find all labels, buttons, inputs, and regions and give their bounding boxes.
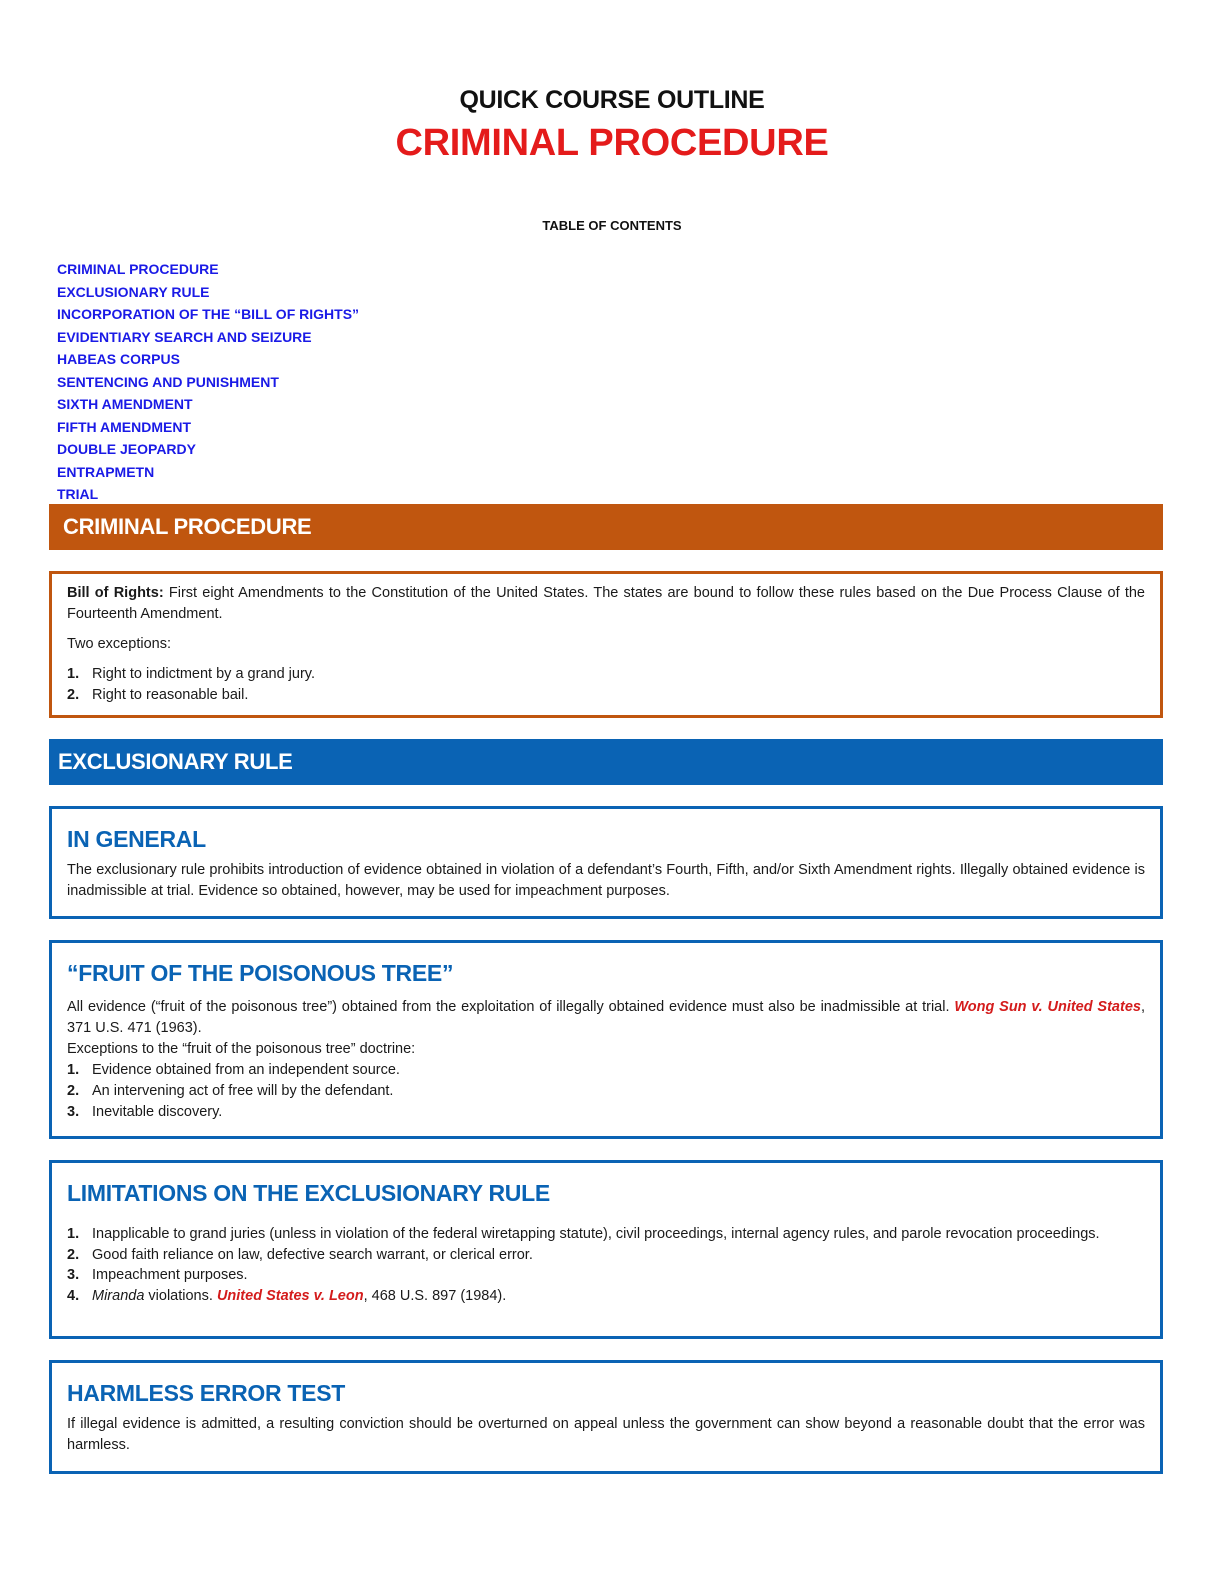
harmless-error-box bbox=[49, 1360, 1163, 1474]
list-number: 2. bbox=[67, 1083, 80, 1099]
bill-of-rights-definition bbox=[67, 583, 1145, 625]
list-number: 3. bbox=[67, 1104, 80, 1120]
list-number: 2. bbox=[67, 687, 80, 703]
toc-link-exclusionary-rule[interactable]: EXCLUSIONARY RULE bbox=[57, 283, 210, 300]
list-number: 4. bbox=[67, 1287, 80, 1304]
list-number: 1. bbox=[67, 1226, 80, 1242]
toc-link-double-jeopardy[interactable]: DOUBLE JEOPARDY bbox=[57, 441, 196, 457]
list-item bbox=[67, 1245, 1145, 1266]
list-text: Evidence obtained from an independent source. bbox=[92, 1062, 400, 1078]
list-item bbox=[67, 664, 1145, 685]
document-title: CRIMINAL PROCEDURE bbox=[395, 122, 829, 164]
toc-link-habeas-corpus[interactable]: HABEAS CORPUS bbox=[57, 351, 180, 367]
list-text: An intervening act of free will by the defendant. bbox=[92, 1083, 394, 1099]
list-item bbox=[67, 1286, 1145, 1307]
fruit-exceptions-list bbox=[67, 1060, 1145, 1123]
table-of-contents bbox=[57, 258, 359, 506]
list-number: 1. bbox=[67, 666, 80, 682]
toc-link-search-seizure[interactable]: EVIDENTIARY SEARCH AND SEIZURE bbox=[57, 328, 312, 345]
fruit-text bbox=[67, 997, 1145, 1039]
case-citation-leon: United States v. Leon bbox=[216, 1287, 364, 1304]
subsection-title-fruit: “FRUIT OF THE POISONOUS TREE” bbox=[67, 960, 454, 986]
citation-reporter: , 371 U.S. 471 (1963). bbox=[67, 999, 1145, 1036]
exceptions-intro: Two exceptions: bbox=[67, 636, 171, 652]
definition-text: First eight Amendments to the Constitution of the United States. The states are bound to follow these rules based on the Due Process Clause of the Fourteenth Amendment. bbox=[67, 585, 1145, 622]
toc-link-trial[interactable]: TRIAL bbox=[57, 486, 99, 502]
bill-of-rights-box bbox=[49, 571, 1163, 718]
list-text: Right to indictment by a grand jury. bbox=[92, 666, 315, 682]
subsection-title-in-general: IN GENERAL bbox=[67, 826, 206, 852]
toc-title: TABLE OF CONTENTS bbox=[542, 218, 682, 233]
list-text: Impeachment purposes. bbox=[92, 1267, 248, 1283]
fruit-poisonous-tree-box bbox=[49, 940, 1163, 1139]
list-item bbox=[67, 1102, 1145, 1123]
term-label: Bill of Rights: bbox=[67, 585, 164, 601]
list-text: Inevitable discovery. bbox=[92, 1104, 223, 1120]
case-citation-wong-sun: Wong Sun v. United States bbox=[954, 999, 1141, 1015]
toc-link-incorporation[interactable]: INCORPORATION OF THE “BILL OF RIGHTS” bbox=[57, 306, 360, 322]
fruit-exceptions-intro: Exceptions to the “fruit of the poisonous tree” doctrine: bbox=[67, 1041, 416, 1057]
subsection-title-limitations: LIMITATIONS ON THE EXCLUSIONARY RULE bbox=[67, 1180, 550, 1206]
section-heading-criminal-procedure: CRIMINAL PROCEDURE bbox=[49, 504, 1163, 550]
list-number: 2. bbox=[67, 1246, 80, 1263]
toc-link-entrapment[interactable]: ENTRAPMETN bbox=[57, 463, 155, 480]
list-item bbox=[67, 1224, 1145, 1245]
toc-link-criminal-procedure[interactable]: CRIMINAL PROCEDURE bbox=[57, 261, 219, 277]
list-item bbox=[67, 1081, 1145, 1102]
harmless-error-text: If illegal evidence is admitted, a resulting conviction should be overturned on appeal unless the government can show beyond a reasonable doubt that the error was harmless. bbox=[67, 1416, 1145, 1453]
list-text: Good faith reliance on law, defective search warrant, or clerical error. bbox=[92, 1246, 533, 1263]
list-item bbox=[67, 685, 1145, 706]
section-heading-exclusionary-rule: EXCLUSIONARY RULE bbox=[49, 739, 1163, 785]
toc-link-sixth-amendment[interactable]: SIXTH AMENDMENT bbox=[57, 396, 193, 412]
fruit-body: All evidence (“fruit of the poisonous tree”) obtained from the exploitation of illegally obtained evidence must also be inadmissible at trial. bbox=[67, 999, 955, 1015]
toc-link-sentencing[interactable]: SENTENCING AND PUNISHMENT bbox=[57, 373, 279, 390]
in-general-text: The exclusionary rule prohibits introduction of evidence obtained in violation of a defendant’s Fourth, Fifth, and/or Sixth Amendment rights. Illegally obtained evidence is inadmissible at trial. Evidence so obtained, however, may be used for impeachment purposes. bbox=[67, 862, 1145, 899]
outline-subtitle: QUICK COURSE OUTLINE bbox=[459, 86, 765, 114]
list-text: Inapplicable to grand juries (unless in violation of the federal wiretapping statute), civil proceedings, internal agency rules, and parole revocation proceedings. bbox=[92, 1226, 1100, 1242]
in-general-box bbox=[49, 806, 1163, 919]
toc-link-fifth-amendment[interactable]: FIFTH AMENDMENT bbox=[57, 418, 192, 435]
subsection-title-harmless-error: HARMLESS ERROR TEST bbox=[67, 1380, 345, 1406]
list-number: 1. bbox=[67, 1062, 80, 1078]
limitations-list bbox=[67, 1224, 1145, 1306]
miranda-term: Miranda bbox=[92, 1287, 145, 1304]
list-number: 3. bbox=[67, 1267, 80, 1283]
citation-reporter: , 468 U.S. 897 (1984). bbox=[363, 1287, 507, 1304]
exceptions-list bbox=[67, 664, 1145, 706]
list-text: violations. bbox=[144, 1287, 217, 1304]
list-text: Right to reasonable bail. bbox=[92, 687, 249, 703]
limitations-box bbox=[49, 1160, 1163, 1339]
list-item bbox=[67, 1060, 1145, 1081]
list-item bbox=[67, 1265, 1145, 1286]
